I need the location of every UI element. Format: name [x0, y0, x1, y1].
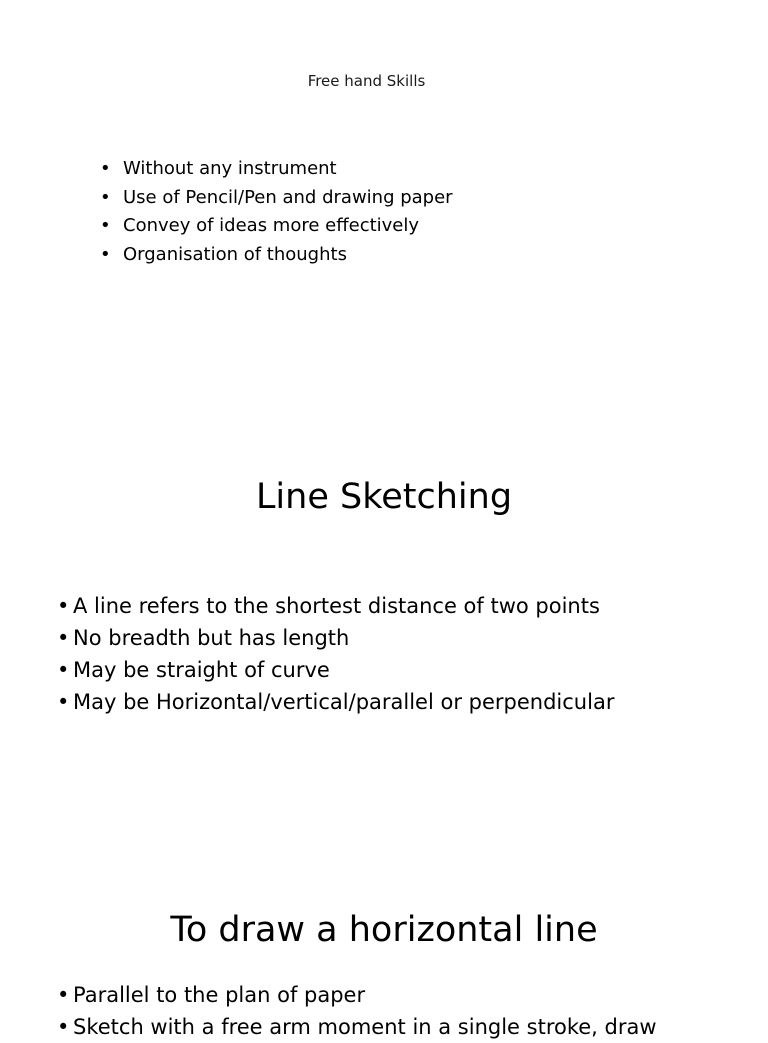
list-item: • Use of Pencil/Pen and drawing paper — [100, 184, 453, 213]
horizontal-line-heading: To draw a horizontal line — [170, 910, 598, 950]
list-item: • May be Horizontal/vertical/parallel or perpendicular — [57, 686, 614, 718]
list-item: • Without any instrument — [100, 155, 453, 184]
list-item: • Sketch with a free arm moment in a single stroke, draw — [57, 1011, 657, 1043]
horizontal-line-bullet-list — [57, 979, 657, 1043]
list-item: • A line refers to the shortest distance of two points — [57, 590, 614, 622]
line-sketching-bullet-list — [57, 590, 614, 718]
page-title: Free hand Skills — [307, 72, 426, 90]
line-sketching-heading: Line Sketching — [255, 477, 513, 517]
list-item: • Parallel to the plan of paper — [57, 979, 657, 1011]
skills-bullet-list — [100, 155, 453, 270]
list-item: • May be straight of curve — [57, 654, 614, 686]
list-item: • No breadth but has length — [57, 622, 614, 654]
list-item: • Organisation of thoughts — [100, 241, 453, 270]
list-item: • Convey of ideas more effectively — [100, 212, 453, 241]
